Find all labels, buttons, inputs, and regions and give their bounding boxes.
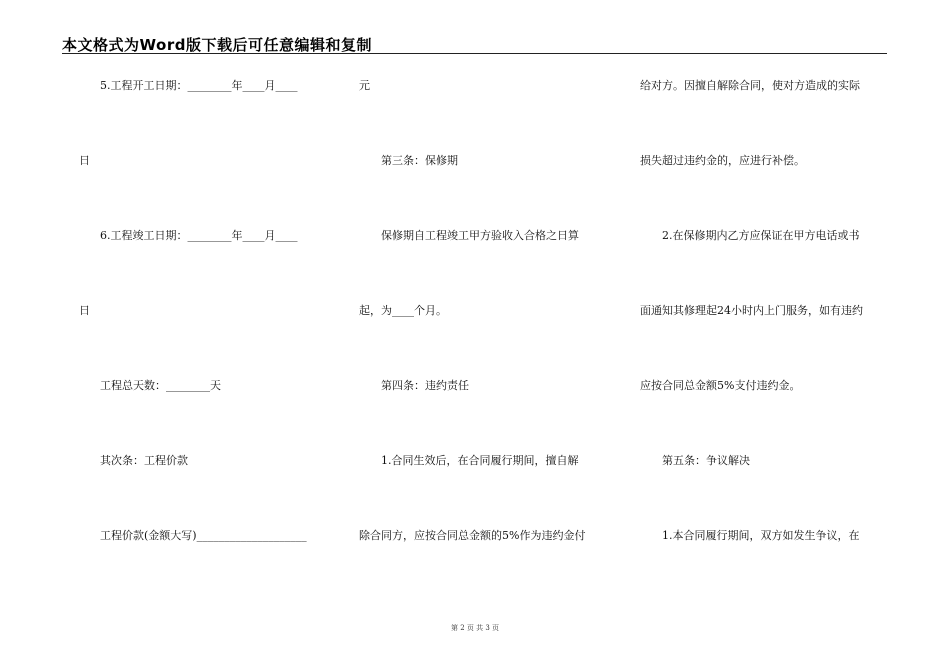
document-banner: 本文格式为Word版下载后可任意编辑和复制 xyxy=(62,36,372,54)
left-line-3: 6.工程竣工日期：________年____月____ xyxy=(100,229,298,242)
right-line-2: 损失超过违约金的，应进行补偿。 xyxy=(640,154,805,167)
middle-line-3: 保修期自工程竣工甲方验收入合格之日算 xyxy=(381,229,579,242)
left-line-7: 工程价款(金额大写)____________________ xyxy=(100,529,307,542)
right-line-3: 2.在保修期内乙方应保证在甲方电话或书 xyxy=(662,229,860,242)
middle-line-5: 第四条：违约责任 xyxy=(381,379,469,392)
page-indicator: 第 2 页 共 3 页 xyxy=(450,624,500,632)
right-line-5: 应按合同总金额5%支付违约金。 xyxy=(640,379,801,392)
middle-line-2: 第三条：保修期 xyxy=(381,154,458,167)
right-line-4: 面通知其修理起24小时内上门服务，如有违约 xyxy=(640,304,863,317)
middle-line-4: 起，为____个月。 xyxy=(359,304,447,317)
middle-line-1: 元 xyxy=(359,79,370,92)
right-line-1: 给对方。因擅自解除合同，使对方造成的实际 xyxy=(640,79,860,92)
middle-line-6: 1.合同生效后，在合同履行期间，擅自解 xyxy=(381,454,579,467)
left-line-1: 5.工程开工日期：________年____月____ xyxy=(100,79,298,92)
right-line-6: 第五条：争议解决 xyxy=(662,454,750,467)
header-divider xyxy=(62,53,887,54)
left-line-2: 日 xyxy=(79,154,90,167)
right-line-7: 1.本合同履行期间，双方如发生争议，在 xyxy=(662,529,860,542)
middle-line-7: 除合同方，应按合同总金额的5%作为违约金付 xyxy=(359,529,586,542)
left-line-5: 工程总天数：________天 xyxy=(100,379,221,392)
left-line-4: 日 xyxy=(79,304,90,317)
left-line-6: 其次条：工程价款 xyxy=(100,454,188,467)
